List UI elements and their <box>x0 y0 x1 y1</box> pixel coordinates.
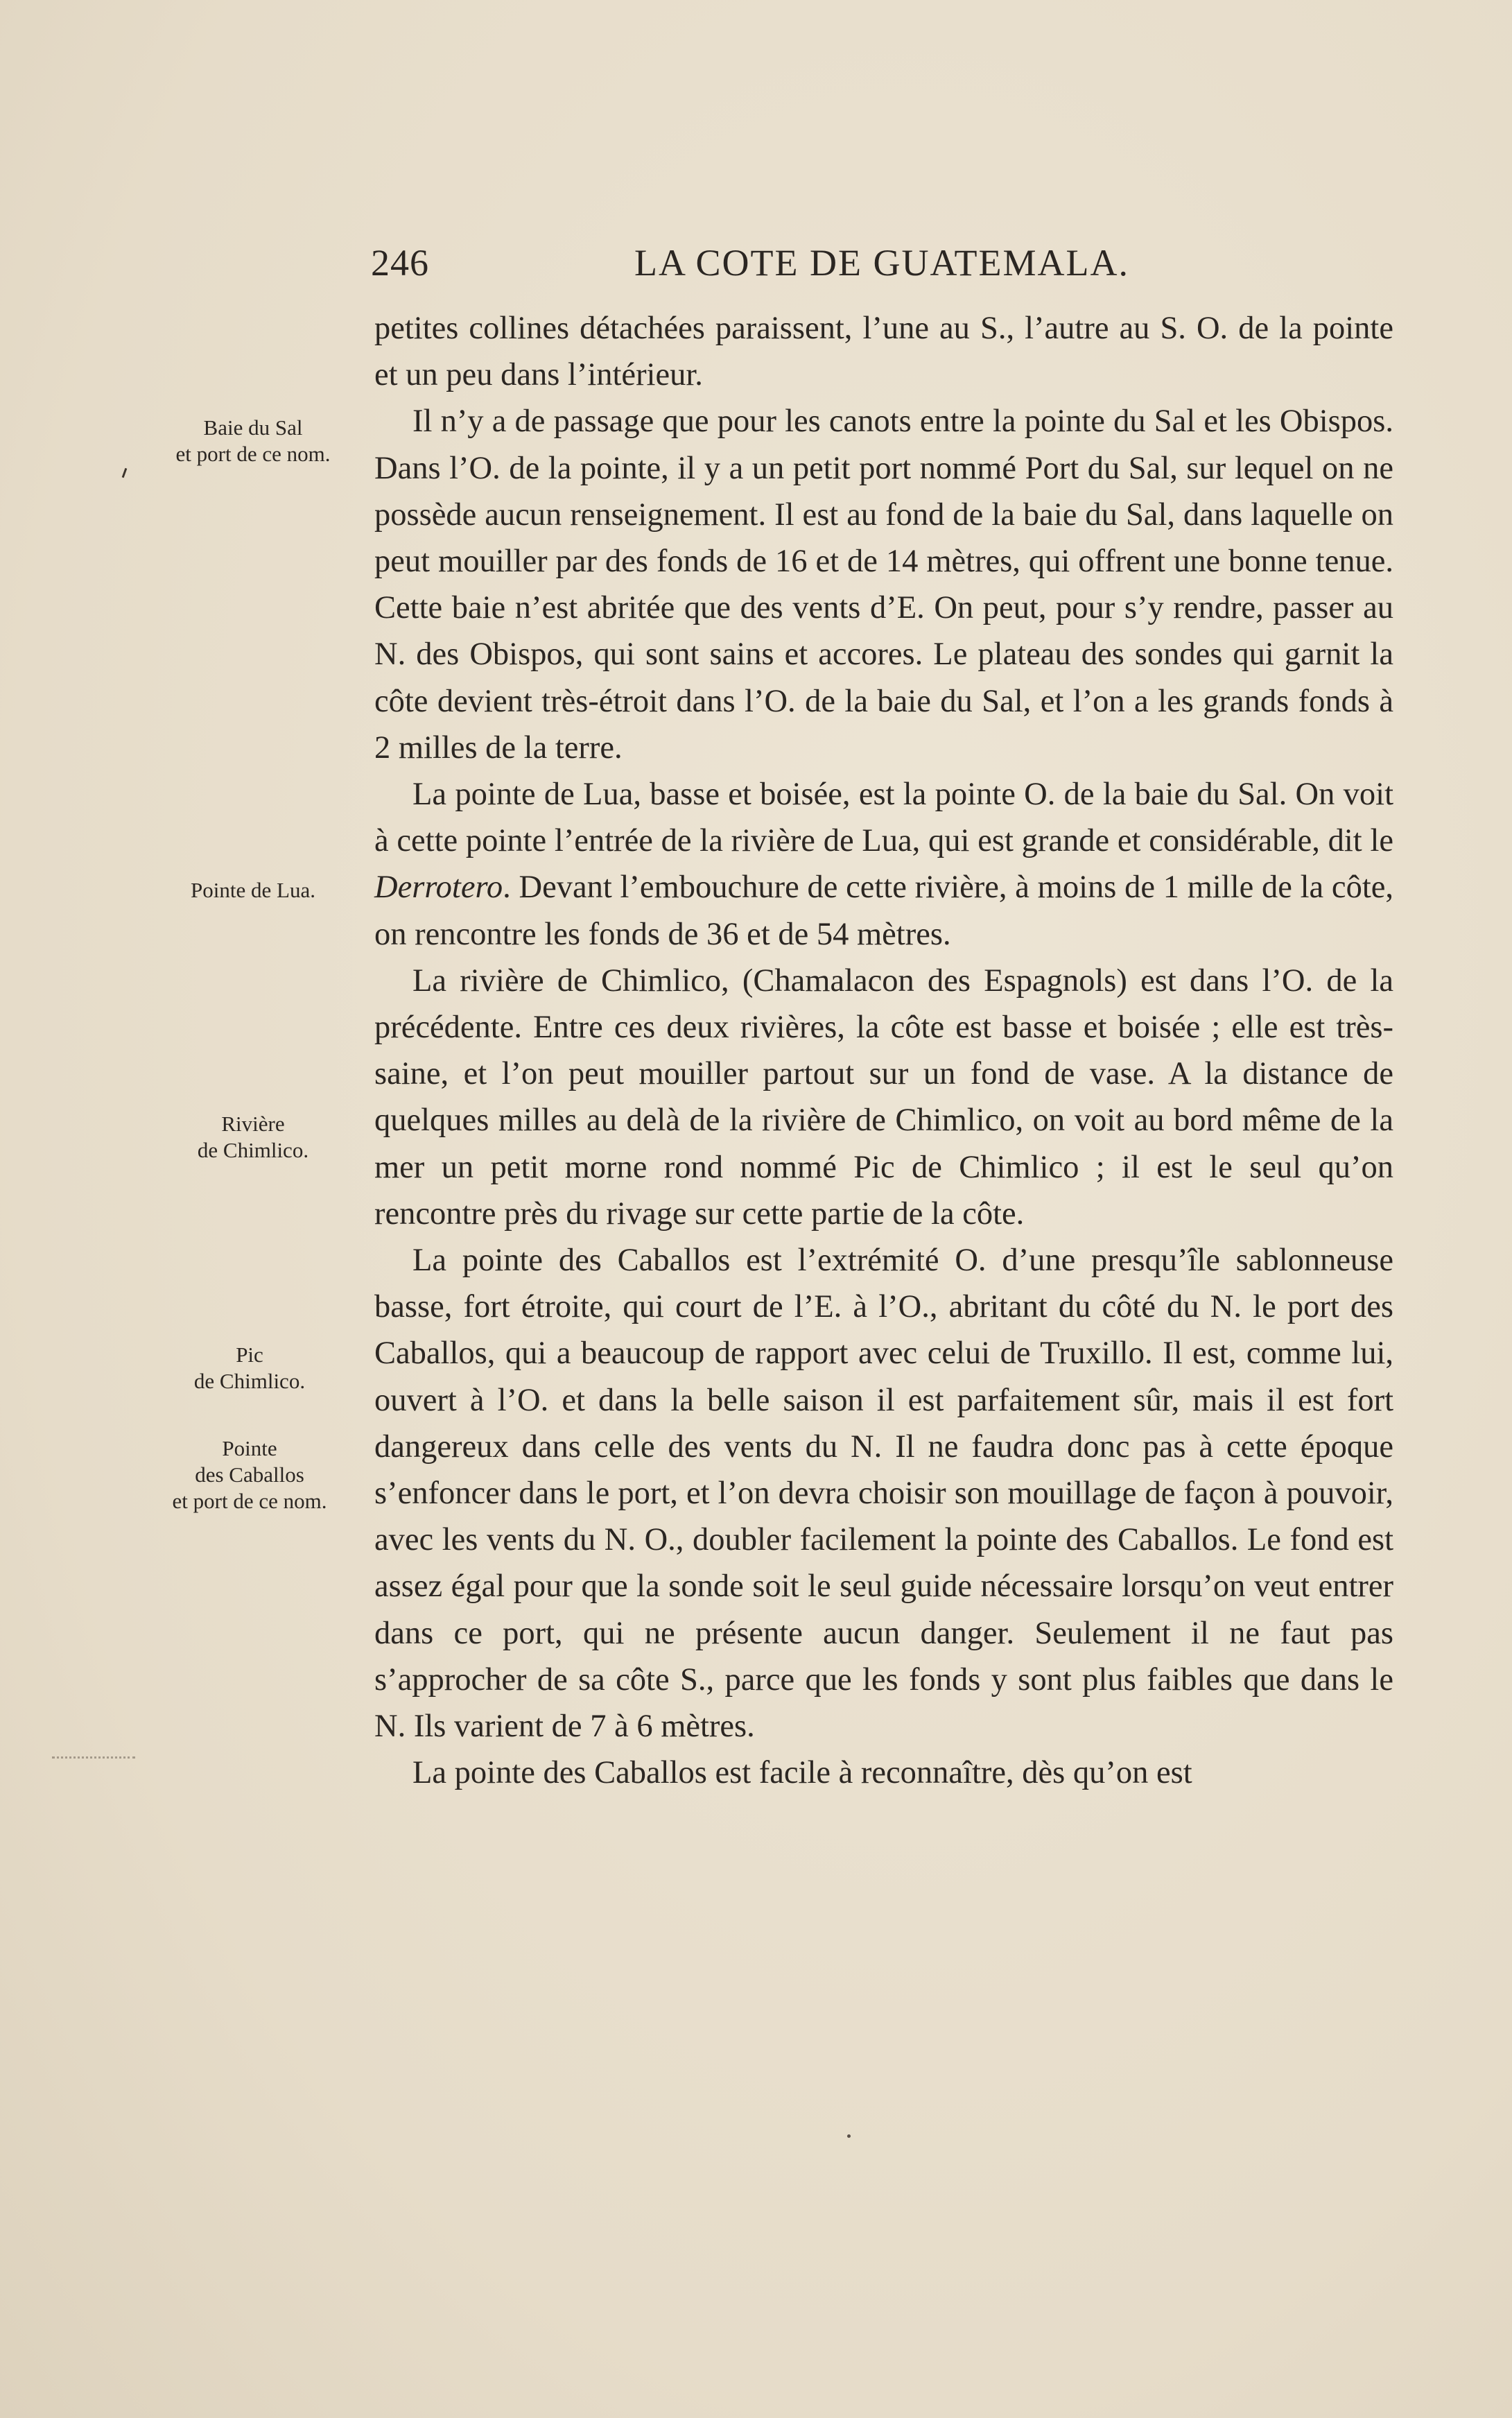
paragraph: La pointe des Caballos est l’extrémité O. d’une presqu’île sablonneuse basse, fort étroite, qui court de l’E. à l’O., abritant du côté du N. le port des Caballos, qui a beaucoup de rapport avec celui de Truxillo. Il est, comme lui, ouvert à l’O. et dans la belle saison il est parfaitement sûr, mais il est fort dangereux dans celle des vents du N. Il ne faudra donc pas à cette époque s’enfoncer dans le port, et l’on devra choisir son mouillage de façon à pouvoir, avec les vents du N. O., doubler facilement la pointe des Caballos. Le fond est assez égal pour que la sonde soit le seul guide nécessaire lorsqu’on veut entrer dans ce port, qui ne présente aucun danger. Seulement il ne faut pas s’approcher de sa côte S., parce que les fonds y sont plus faibles que dans le N. Ils varient de 7 à 6 mètres. <box>374 1243 1393 1745</box>
paragraph: La pointe de Lua, basse et boisée, est la pointe O. de la baie du Sal. On voit à cette pointe l’entrée de la rivière de Lua, qui est grande et considérable, dit le Derrotero. Devant l’embouchure de cette rivière, à moins de 1 mille de la côte, on rencontre les fonds de 36 et de 54 mètres. <box>374 777 1393 952</box>
running-header <box>371 241 1393 290</box>
margin-note-line: Rivière <box>221 1112 285 1136</box>
page-number: 246 <box>371 242 429 284</box>
margin-note-baie-du-sal <box>149 415 357 467</box>
stray-mark <box>122 468 128 478</box>
margin-note-riviere-de-chimlico <box>149 1111 357 1164</box>
margin-note-line: Pointe <box>222 1436 277 1460</box>
running-title: LA COTE DE GUATEMALA. <box>634 242 1129 284</box>
margin-note-line: et port de ce nom. <box>175 442 331 466</box>
paragraph: La pointe des Caballos est facile à reconnaître, dès qu’on est <box>412 1755 1192 1791</box>
paragraph: petites collines détachées paraissent, l’une au S., l’autre au S. O. de la pointe et un peu dans l’intérieur. <box>374 311 1393 393</box>
margin-note-pic-de-chimlico <box>146 1342 354 1394</box>
faint-rule <box>52 1756 135 1761</box>
margin-note-pointe-de-lua <box>149 877 357 904</box>
margin-note-line: Baie du Sal <box>203 415 303 440</box>
margin-note-pointe-des-caballos <box>139 1435 360 1514</box>
margin-note-line: des Caballos <box>195 1462 304 1487</box>
margin-note-line: et port de ce nom. <box>172 1489 327 1513</box>
paragraph: La rivière de Chimlico, (Chamalacon des Espagnols) est dans l’O. de la précédente. Entre ces deux rivières, la côte est basse et boisée ; elle est très-saine, et l’on peut mouiller partout sur un fond de vase. A la distance de quelques milles au delà de la rivière de Chimlico, on voit au bord même de la mer un petit morne rond nommé Pic de Chimlico ; il est le seul qu’on rencontre près du rivage sur cette partie de la côte. <box>374 962 1393 1232</box>
margin-note-line: de Chimlico. <box>197 1138 309 1162</box>
body-text <box>374 305 1393 1797</box>
margin-note-line: Pic <box>236 1342 263 1367</box>
paragraph: Il n’y a de passage que pour les canots entre la pointe du Sal et les Obispos. Dans l’O. de la pointe, il y a un petit port nommé Port du Sal, sur lequel on ne possède aucun renseignement. Il est au fond de la baie du Sal, dans laquelle on peut mouiller par des fonds de 16 et de 14 mètres, qui offrent une bonne tenue. Cette baie n’est abritée que des vents d’E. On peut, pour s’y rendre, passer au N. des Obispos, qui sont sains et accores. Le plateau des sondes qui garnit la côte devient très-étroit dans l’O. de la baie du Sal, et l’on a les grands fonds à 2 milles de la terre. <box>374 404 1393 766</box>
margin-note-line: de Chimlico. <box>193 1369 306 1393</box>
ink-speck <box>847 2134 851 2138</box>
margin-note-line: Pointe de Lua. <box>191 878 315 902</box>
